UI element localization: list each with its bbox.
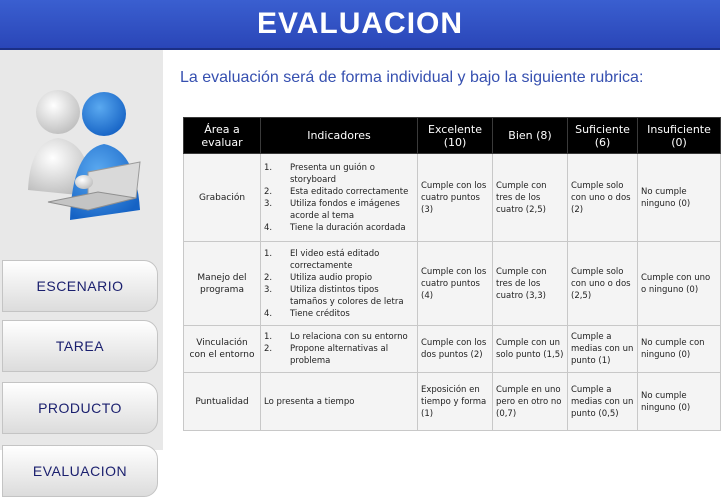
indicator-item: 3. Utiliza distintos tipos tamaños y colores de letra xyxy=(264,284,404,307)
suficiente-cell: Cumple solo con uno o dos (2) xyxy=(568,154,638,242)
nav-evaluacion-button[interactable]: EVALUACION xyxy=(2,445,158,497)
insuficiente-cell: No cumple ninguno (0) xyxy=(638,373,721,431)
suficiente-cell: Cumple solo con uno o dos (2,5) xyxy=(568,242,638,326)
left-panel xyxy=(0,50,163,479)
bien-cell: Cumple en uno pero en otro no (0,7) xyxy=(493,373,568,431)
indicator-item: 4. Tiene la duración acordada xyxy=(264,222,406,233)
table-row xyxy=(184,326,721,373)
table-row xyxy=(184,242,721,326)
indicator-item: 1. Lo relaciona con su entorno xyxy=(264,332,408,342)
bien-cell: Cumple con un solo punto (1,5) xyxy=(493,326,568,373)
excelente-cell: Cumple con los cuatro puntos (4) xyxy=(418,242,493,326)
bien-cell: Cumple con tres de los cuatro (3,3) xyxy=(493,242,568,326)
rubric-table xyxy=(183,117,721,431)
table-row xyxy=(184,154,721,242)
indicator-item: 1. El video está editado correctamente xyxy=(264,248,380,271)
area-cell: Puntualidad xyxy=(184,373,261,431)
bien-cell: Cumple con tres de los cuatro (2,5) xyxy=(493,154,568,242)
excelente-cell: Cumple con los cuatro puntos (3) xyxy=(418,154,493,242)
header-area: Área a evaluar xyxy=(184,118,261,154)
intro-text: La evaluación será de forma individual y bajo la siguiente rubrica: xyxy=(180,69,644,86)
excelente-cell: Exposición en tiempo y forma (1) xyxy=(418,373,493,431)
header-bien: Bien (8) xyxy=(493,118,568,154)
area-cell: Grabación xyxy=(184,154,261,242)
excelente-cell: Cumple con los dos puntos (2) xyxy=(418,326,493,373)
header-excelente: Excelente (10) xyxy=(418,118,493,154)
suficiente-cell: Cumple a medias con un punto (1) xyxy=(568,326,638,373)
indicator-item: 2. Propone alternativas al problema xyxy=(264,344,389,366)
area-cell: Manejo del programa xyxy=(184,242,261,326)
page-title: EVALUACION xyxy=(0,0,720,50)
insuficiente-cell: Cumple con uno o ninguno (0) xyxy=(638,242,721,326)
indicators-cell xyxy=(261,154,418,242)
area-cell: Vinculación con el entorno xyxy=(184,326,261,373)
indicator-item: 2. Esta editado correctamente xyxy=(264,186,409,197)
indicators-cell: Lo presenta a tiempo xyxy=(261,373,418,431)
nav-escenario-button[interactable]: ESCENARIO xyxy=(2,260,158,312)
suficiente-cell: Cumple a medias con un punto (0,5) xyxy=(568,373,638,431)
header-indicadores: Indicadores xyxy=(261,118,418,154)
insuficiente-cell: No cumple con ninguno (0) xyxy=(638,326,721,373)
insuficiente-cell: No cumple ninguno (0) xyxy=(638,154,721,242)
nav-tarea-button[interactable]: TAREA xyxy=(2,320,158,372)
indicator-item: 2. Utiliza audio propio xyxy=(264,272,373,283)
indicators-cell xyxy=(261,326,418,373)
header-row xyxy=(184,118,721,154)
header-insuficiente: Insuficiente (0) xyxy=(638,118,721,154)
person-with-laptop-icon xyxy=(18,70,148,240)
nav-producto-button[interactable]: PRODUCTO xyxy=(2,382,158,434)
indicators-cell xyxy=(261,242,418,326)
header-suficiente: Suficiente (6) xyxy=(568,118,638,154)
indicator-item: 4. Tiene créditos xyxy=(264,308,350,319)
table-row xyxy=(184,373,721,431)
indicator-item: 3. Utiliza fondos e imágenes acorde al tema xyxy=(264,198,400,221)
indicator-item: 1. Presenta un guión o storyboard xyxy=(264,162,375,185)
